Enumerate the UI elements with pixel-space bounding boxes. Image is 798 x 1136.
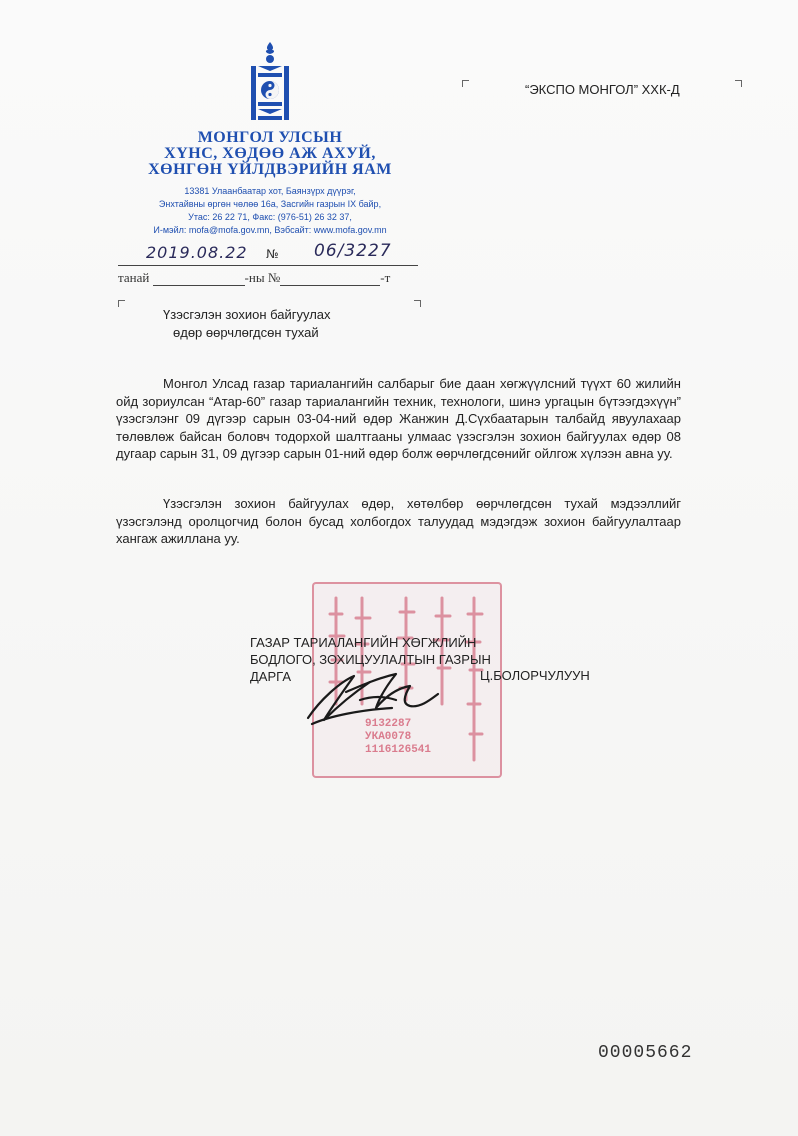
reply-reference-line [118, 270, 428, 286]
contact-address-street: Энхтайвны өргөн чөлөө 16а, Засгийн газрын IX байр, [158, 199, 382, 209]
reply-middle: -ны № [244, 270, 281, 285]
subject-line: өдөр өөрчлөгдсөн тухай [173, 325, 319, 340]
addressee: “ЭКСПО МОНГОЛ” ХХК-Д [525, 82, 680, 97]
stamp-number-line: УКА0078 [365, 731, 412, 743]
contact-web: И-мэйл: mofa@mofa.gov.mn, Вэбсайт: www.mofa.gov.mn [153, 225, 387, 235]
soyombo-emblem-icon [247, 40, 293, 122]
reply-date-blank [153, 273, 245, 286]
subject-line: Үзэсгэлэн зохион байгуулах [163, 307, 331, 322]
letter-number: 06/3227 [314, 241, 392, 261]
subject-corner-top-right [414, 300, 421, 307]
addressee-corner-top-left [462, 80, 469, 87]
ministry-name [100, 130, 440, 178]
signer-position-line: БОДЛОГО, ЗОХИЦУУЛАЛТЫН ГАЗРЫН [250, 652, 491, 667]
reply-suffix: -т [380, 270, 391, 285]
document-serial-number: 00005662 [598, 1043, 693, 1063]
reply-prefix: танай [118, 270, 150, 285]
ministry-name-line: МОНГОЛ УЛСЫН [197, 129, 343, 146]
letter-subject [163, 306, 331, 342]
signer-name: Ц.БОЛОРЧУЛУУН [480, 668, 590, 683]
ministry-contact [100, 185, 440, 237]
number-label: № [266, 247, 279, 261]
ministry-name-line: ХҮНС, ХӨДӨӨ АЖ АХУЙ, [164, 145, 376, 162]
body-paragraph-1: Монгол Улсад газар тариалангийн салбарыг бие даан хөгжүүлсний түүхт 60 жилийн ойд зориулсан “Атар-60” газар тариалангийн техник, технологи, шинэ ургацын бүтээгдэхүүн” үзэсгэлэнг 09 дүгээр сарын 03-04-ний өдөр Жанжин Д.Сүхбаатарын талбайд явуулахаар төлөвлөж байсан боловч тодорхой шалтгааны улмаас үзэсгэлэн зохион байгуулах өдөр 08 дугаар сарын 31, 09 дүгээр сарын 01-ний өдөр болж өөрчлөгдсөнийг ойлгож хүлээн авна уу. [116, 376, 681, 461]
addressee-corner-top-right [735, 80, 742, 87]
handwritten-signature [300, 660, 450, 730]
registration-line [118, 243, 418, 266]
signer-position-line: ДАРГА [250, 669, 291, 684]
signer-position-line: ГАЗАР ТАРИАЛАНГИЙН ХӨГЖЛИЙН [250, 635, 477, 650]
contact-address: 13381 Улаанбаатар хот, Баянзүрх дүүрэг, [184, 186, 356, 196]
subject-corner-top-left [118, 300, 125, 307]
contact-phone: Утас: 26 22 71, Факс: (976-51) 26 32 37, [188, 212, 352, 222]
stamp-number-line: 9132287 [365, 718, 412, 730]
stamp-number-line: 1116126541 [365, 744, 432, 756]
letter-date: 2019.08.22 [146, 243, 248, 262]
body-paragraph-2: Үзэсгэлэн зохион байгуулах өдөр, хөтөлбөр өөрчлөгдсөн тухай мэдээллийг үзэсгэлэнд оролцогчид болон бусад холбогдох талуудад мэдэгдэж зохион байгуулалтаар хангаж ажиллана уу. [116, 496, 681, 546]
ministry-name-line: ХӨНГӨН ҮЙЛДВЭРИЙН ЯАМ [148, 161, 392, 178]
reply-number-blank [280, 273, 380, 286]
